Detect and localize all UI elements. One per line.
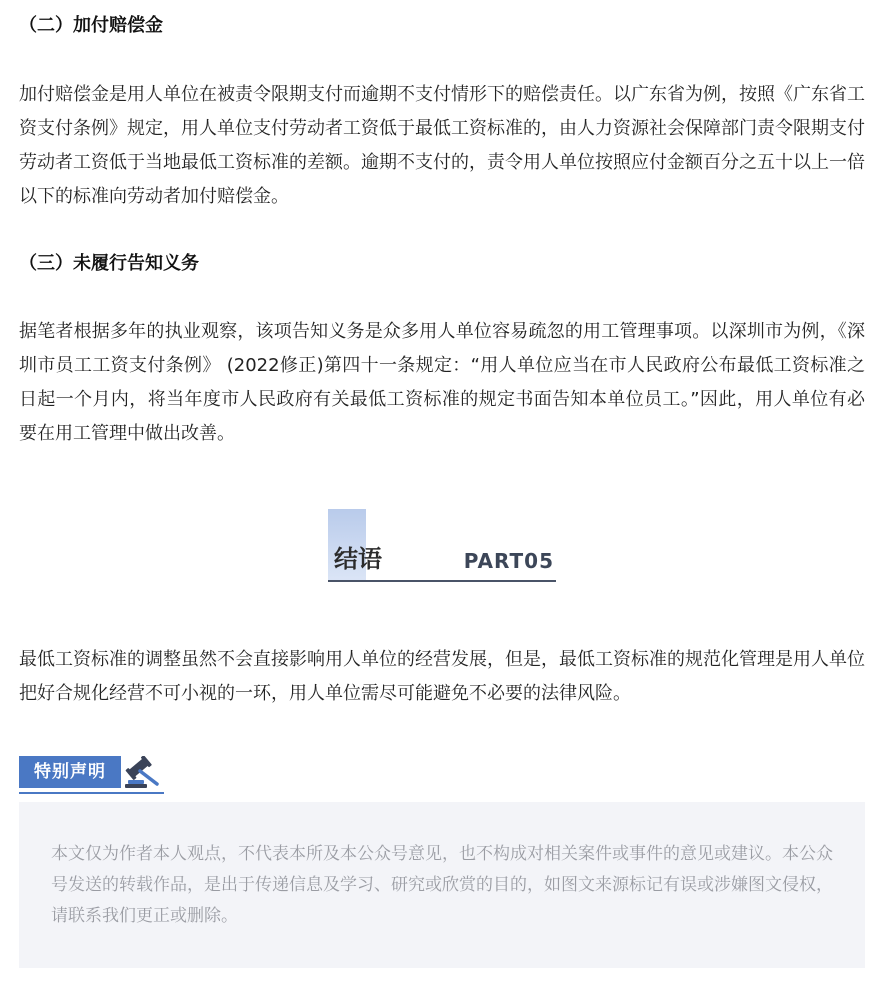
disclaimer-box — [19, 802, 865, 968]
title-underline — [328, 580, 556, 582]
paragraph-notification-duty: 据笔者根据多年的执业观察，该项告知义务是众多用人单位容易疏忽的用工管理事项。以深圳市为例，《深圳市员工工资支付条例》 (2022修正)第四十一条规定：“用人单位应当在市人民政府公布最低工资标准之日起一个月内，将当年度市人民政府有关最低工资标准的规定书面告知本单位员工。”因此，用人单位有必要在用工管理中做出改善。 — [19, 321, 865, 444]
section-heading-compensation: （二）加付赔偿金 — [19, 15, 163, 36]
conclusion-title: 结语 — [334, 545, 382, 573]
conclusion-section-title — [328, 509, 556, 582]
special-statement-label: 特别声明 — [19, 756, 121, 788]
part-number-label: PART05 — [463, 549, 554, 573]
disclaimer-text: 本文仅为作者本人观点，不代表本所及本公众号意见，也不构成对相关案件或事件的意见或建议。本公众号发送的转载作品，是出于传递信息及学习、研究或欣赏的目的，如图文来源标记有误或涉嫌图文侵权，请联系我们更正或删除。 — [51, 844, 833, 926]
paragraph-conclusion: 最低工资标准的调整虽然不会直接影响用人单位的经营发展，但是，最低工资标准的规范化管理是用人单位把好合规化经营不可小视的一环，用人单位需尽可能避免不必要的法律风险。 — [19, 649, 865, 704]
special-statement-tag — [19, 756, 164, 794]
gavel-icon — [123, 756, 165, 790]
section-heading-notification-duty: （三）未履行告知义务 — [19, 253, 199, 274]
special-statement-underline — [19, 792, 164, 794]
paragraph-compensation: 加付赔偿金是用人单位在被责令限期支付而逾期不支付情形下的赔偿责任。以广东省为例，按照《广东省工资支付条例》规定，用人单位支付劳动者工资低于最低工资标准的，由人力资源社会保障部门责令限期支付劳动者工资低于当地最低工资标准的差额。逾期不支付的，责令用人单位按照应付金额百分之五十以上一倍以下的标准向劳动者加付赔偿金。 — [19, 84, 865, 207]
